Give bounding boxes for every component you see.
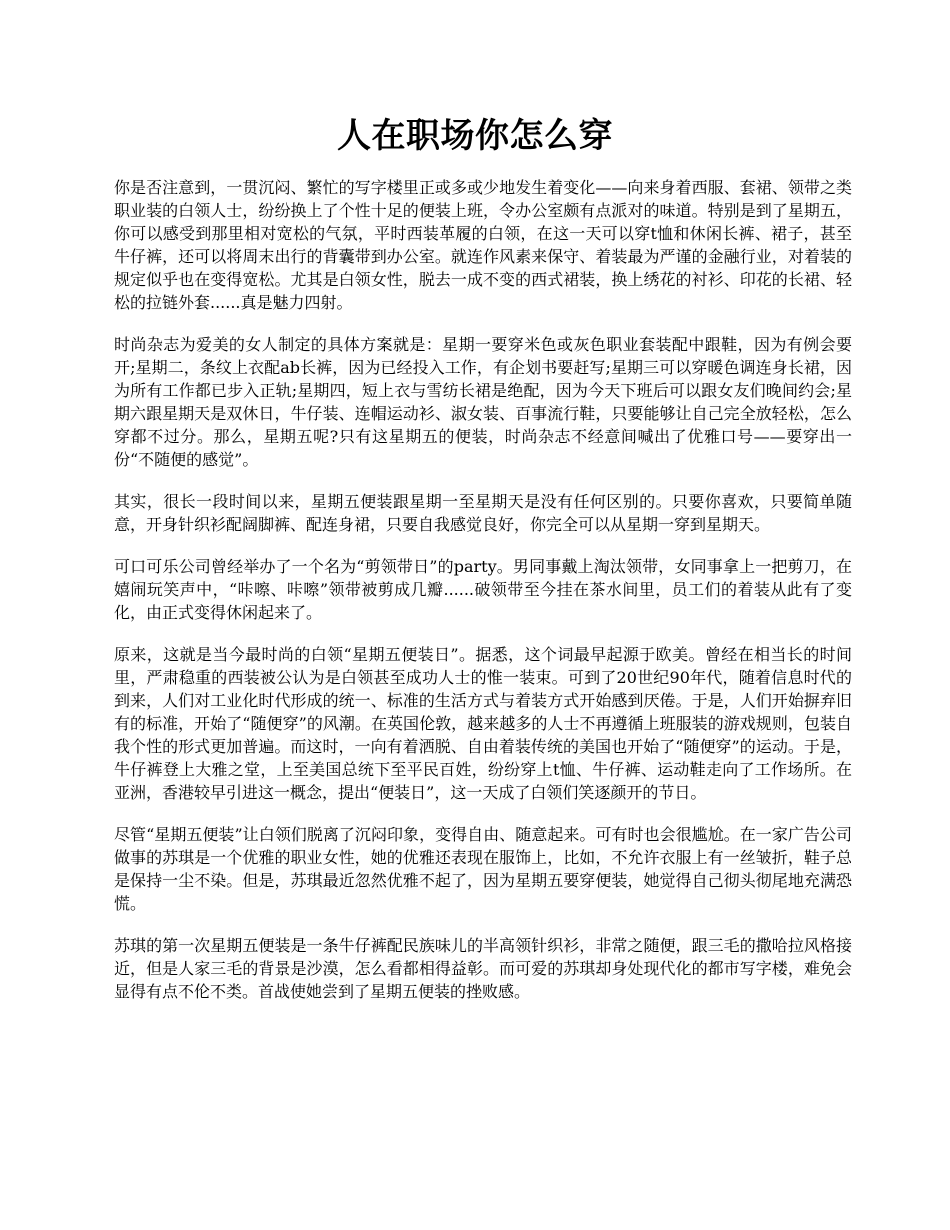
paragraph-2: 时尚杂志为爱美的女人制定的具体方案就是：星期一要穿米色或灰色职业套装配中跟鞋，因为有例会要开;星期二，条纹上衣配ab长裤，因为已经投入工作，有企划书要赶写;星期三可以穿暖色调连身长裙，因为所有工作都已步入正轨;星期四，短上衣与雪纺长裙是绝配，因为今天下班后可以跟女友们晚间约会;星期六跟星期天是双休日，牛仔装、连帽运动衫、淑女装、百事流行鞋，只要能够让自己完全放轻松，怎么穿都不过分。那么，星期五呢?只有这星期五的便装，时尚杂志不经意间喊出了优雅口号——要穿出一份“不随便的感觉”。 (114, 335, 852, 469)
paragraph-5: 原来，这就是当今最时尚的白领“星期五便装日”。据悉，这个词最早起源于欧美。曾经在相当长的时间里，严肃稳重的西装被公认为是白领甚至成功人士的惟一装束。可到了20世纪90年代，随着信息时代的到来，人们对工业化时代形成的统一、标准的生活方式与着装方式开始感到厌倦。于是，人们开始摒弃旧有的标准，开始了“随便穿”的风潮。在英国伦敦，越来越多的人士不再遵循上班服装的游戏规则，包装自我个性的形式更加普遍。而这时，一向有着洒脱、自由着装传统的美国也开始了“随便穿”的运动。于是，牛仔裤登上大雅之堂，上至美国总统下至平民百姓，纷纷穿上t恤、牛仔裤、运动鞋走向了工作场所。在亚洲，香港较早引进这一概念，提出“便装日”，这一天成了白领们笑逐颜开的节日。 (114, 645, 852, 802)
document-title: 人在职场你怎么穿 (337, 116, 613, 156)
paragraph-7: 苏琪的第一次星期五便装是一条牛仔裤配民族味儿的半高领针织衫，非常之随便，跟三毛的撒哈拉风格接近，但是人家三毛的背景是沙漠，怎么看都相得益彰。而可爱的苏琪却身处现代化的都市写字楼，难免会显得有点不伦不类。首战使她尝到了星期五便装的挫败感。 (114, 936, 852, 1001)
paragraph-3: 其实，很长一段时间以来，星期五便装跟星期一至星期天是没有任何区别的。只要你喜欢，只要简单随意，开身针织衫配阔脚裤、配连身裙，只要自我感觉良好，你完全可以从星期一穿到星期天。 (114, 492, 852, 534)
paragraph-4: 可口可乐公司曾经举办了一个名为“剪领带日”的party。男同事戴上淘汰领带，女同事拿上一把剪刀，在嬉闹玩笑声中，“咔嚓、咔嚓”领带被剪成几瓣......破领带至今挂在茶水间里，员工们的着装从此有了变化，由正式变得休闲起来了。 (114, 557, 852, 622)
document-body (114, 176, 852, 1022)
paragraph-6: 尽管“星期五便装”让白领们脱离了沉闷印象，变得自由、随意起来。可有时也会很尴尬。在一家广告公司做事的苏琪是一个优雅的职业女性，她的优雅还表现在服饰上，比如，不允许衣服上有一丝皱折，鞋子总是保持一尘不染。但是，苏琪最近忽然优雅不起了，因为星期五要穿便装，她觉得自己彻头彻尾地充满恐慌。 (114, 825, 852, 913)
paragraph-1: 你是否注意到，一贯沉闷、繁忙的写字楼里正或多或少地发生着变化——向来身着西服、套裙、领带之类职业装的白领人士，纷纷换上了个性十足的便装上班，令办公室颇有点派对的味道。特别是到了星期五，你可以感受到那里相对宽松的气氛，平时西装革履的白领，在这一天可以穿t恤和休闲长裤、裙子，甚至牛仔裤，还可以将周末出行的背囊带到办公室。就连作风素来保守、着装最为严谨的金融行业，对着装的规定似乎也在变得宽松。尤其是白领女性，脱去一成不变的西式裙装，换上绣花的衬衫、印花的长裙、轻松的拉链外套......真是魅力四射。 (114, 178, 852, 312)
